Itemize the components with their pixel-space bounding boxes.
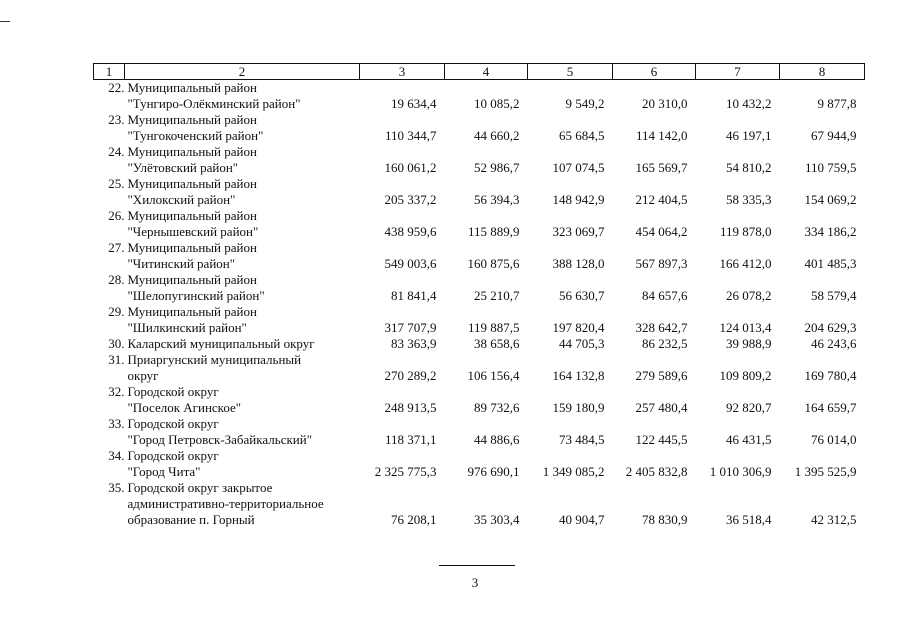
row-number-text: 23. <box>108 112 125 127</box>
value-cell: 401 485,3 <box>804 256 857 271</box>
municipality-name <box>125 304 360 336</box>
row-number-text: 26. <box>108 208 125 223</box>
value-cell: 1 010 306,9 <box>709 464 772 479</box>
value-cell: 36 518,4 <box>726 512 772 527</box>
row-number <box>94 144 125 176</box>
municipality-name-line: "Город Чита" <box>127 464 201 479</box>
value-cell: 119 887,5 <box>467 320 520 335</box>
value-cell: 270 289,2 <box>384 368 437 383</box>
value-cell: 164 132,8 <box>552 368 605 383</box>
value-cell: 89 732,6 <box>474 400 520 415</box>
value-cell: 164 659,7 <box>804 400 857 415</box>
value-cell: 58 579,4 <box>811 288 857 303</box>
row-number-text: 29. <box>108 304 125 319</box>
value-cell: 40 904,7 <box>559 512 605 527</box>
row-number <box>94 352 125 384</box>
municipality-name <box>125 480 360 528</box>
table-body <box>94 80 865 529</box>
row-number-text: 30. <box>108 336 125 351</box>
municipality-name-line: Городской округ <box>127 416 219 431</box>
column-header: 1 <box>94 64 125 80</box>
municipality-name-line: "Тунгокоченский район" <box>127 128 264 143</box>
value-cell: 160 061,2 <box>384 160 437 175</box>
page-number: 3 <box>471 575 479 590</box>
municipality-name <box>125 208 360 240</box>
value-cell: 92 820,7 <box>726 400 772 415</box>
value-cell: 46 197,1 <box>726 128 772 143</box>
value-cell: 52 986,7 <box>474 160 520 175</box>
table-row <box>94 480 865 528</box>
municipality-name-line: Муниципальный район <box>127 240 257 255</box>
edge-tick <box>0 21 10 22</box>
municipality-name <box>125 176 360 208</box>
table-row <box>94 144 865 176</box>
value-cell: 148 942,9 <box>552 192 605 207</box>
row-number <box>94 80 125 113</box>
municipality-name <box>125 352 360 384</box>
row-number <box>94 112 125 144</box>
value-cell: 10 432,2 <box>726 96 772 111</box>
value-cell: 257 480,4 <box>635 400 688 415</box>
row-number-text: 31. <box>108 352 125 367</box>
value-cell: 67 944,9 <box>811 128 857 143</box>
municipality-name-line: округ <box>127 368 159 383</box>
value-cell: 328 642,7 <box>635 320 688 335</box>
municipality-name <box>125 272 360 304</box>
value-cell: 9 549,2 <box>565 96 605 111</box>
table-row <box>94 416 865 448</box>
municipality-name-line: "Чернышевский район" <box>127 224 259 239</box>
municipality-name-line: "Тунгиро-Олёкминский район" <box>127 96 301 111</box>
value-cell: 976 690,1 <box>467 464 520 479</box>
value-cell: 44 660,2 <box>474 128 520 143</box>
column-header: 3 <box>360 64 445 80</box>
row-number-text: 24. <box>108 144 125 159</box>
value-cell: 86 232,5 <box>642 336 688 351</box>
value-cell: 65 684,5 <box>559 128 605 143</box>
value-cell: 46 431,5 <box>726 432 772 447</box>
municipality-name-line: "Улётовский район" <box>127 160 239 175</box>
value-cell: 119 878,0 <box>719 224 772 239</box>
table-row <box>94 240 865 272</box>
municipality-name <box>125 80 360 113</box>
municipality-name-line: административно-территориальное <box>127 496 324 511</box>
table-row <box>94 336 865 352</box>
row-number <box>94 176 125 208</box>
value-cell: 26 078,2 <box>726 288 772 303</box>
value-cell: 197 820,4 <box>552 320 605 335</box>
value-cell: 549 003,6 <box>384 256 437 271</box>
table-row <box>94 384 865 416</box>
value-cell: 78 830,9 <box>642 512 688 527</box>
municipality-name <box>125 336 360 352</box>
value-cell: 204 629,3 <box>804 320 857 335</box>
row-number-text: 32. <box>108 384 125 399</box>
value-cell: 110 759,5 <box>804 160 857 175</box>
municipality-name-line: "Город Петровск-Забайкальский" <box>127 432 312 447</box>
municipality-name-line: Городской округ закрытое <box>127 480 273 495</box>
row-number <box>94 480 125 528</box>
column-header: 4 <box>445 64 528 80</box>
municipality-name-line: "Шилкинский район" <box>127 320 247 335</box>
municipality-name <box>125 112 360 144</box>
municipality-name-line: Городской округ <box>127 384 219 399</box>
value-cell: 154 069,2 <box>804 192 857 207</box>
value-cell: 118 371,1 <box>384 432 437 447</box>
table-row <box>94 304 865 336</box>
row-number <box>94 272 125 304</box>
value-cell: 317 707,9 <box>384 320 437 335</box>
value-cell: 160 875,6 <box>467 256 520 271</box>
municipality-name-line: Муниципальный район <box>127 176 257 191</box>
row-number <box>94 416 125 448</box>
value-cell: 279 589,6 <box>635 368 688 383</box>
municipality-name <box>125 416 360 448</box>
value-cell: 42 312,5 <box>811 512 857 527</box>
value-cell: 124 013,4 <box>719 320 772 335</box>
value-cell: 438 959,6 <box>384 224 437 239</box>
footer-rule <box>439 565 515 566</box>
row-number-text: 34. <box>108 448 125 463</box>
value-cell: 10 085,2 <box>474 96 520 111</box>
municipality-name-line: Городской округ <box>127 448 219 463</box>
value-cell: 44 705,3 <box>559 336 605 351</box>
column-header: 5 <box>528 64 613 80</box>
value-cell: 20 310,0 <box>642 96 688 111</box>
value-cell: 106 156,4 <box>467 368 520 383</box>
value-cell: 84 657,6 <box>642 288 688 303</box>
value-cell: 114 142,0 <box>635 128 688 143</box>
row-number-text: 27. <box>108 240 125 255</box>
municipality-name-line: Муниципальный район <box>127 304 257 319</box>
table-row <box>94 448 865 480</box>
column-number-header <box>94 64 865 80</box>
municipality-name-line: Приаргунский муниципальный <box>127 352 302 367</box>
column-header: 7 <box>696 64 780 80</box>
municipality-name-line: "Хилокский район" <box>127 192 236 207</box>
row-number <box>94 240 125 272</box>
row-number <box>94 208 125 240</box>
value-cell: 46 243,6 <box>811 336 857 351</box>
column-header: 6 <box>613 64 696 80</box>
value-cell: 9 877,8 <box>817 96 857 111</box>
value-cell: 76 014,0 <box>811 432 857 447</box>
municipality-name <box>125 240 360 272</box>
value-cell: 159 180,9 <box>552 400 605 415</box>
table-row <box>94 112 865 144</box>
value-cell: 56 394,3 <box>474 192 520 207</box>
table-row <box>94 80 865 113</box>
value-cell: 567 897,3 <box>635 256 688 271</box>
municipality-name <box>125 144 360 176</box>
value-cell: 110 344,7 <box>384 128 437 143</box>
municipality-name-line: "Поселок Агинское" <box>127 400 242 415</box>
municipality-name-line: Муниципальный район <box>127 208 257 223</box>
row-number-text: 22. <box>108 80 125 95</box>
value-cell: 109 809,2 <box>719 368 772 383</box>
municipality-name-line: Муниципальный район <box>127 272 257 287</box>
value-cell: 165 569,7 <box>635 160 688 175</box>
value-cell: 323 069,7 <box>552 224 605 239</box>
municipality-name-line: "Читинский район" <box>127 256 236 271</box>
table-row <box>94 208 865 240</box>
column-header: 8 <box>780 64 865 80</box>
value-cell: 81 841,4 <box>391 288 437 303</box>
value-cell: 2 405 832,8 <box>625 464 688 479</box>
value-cell: 76 208,1 <box>391 512 437 527</box>
row-number-text: 28. <box>108 272 125 287</box>
table-row <box>94 352 865 384</box>
value-cell: 169 780,4 <box>804 368 857 383</box>
value-cell: 25 210,7 <box>474 288 520 303</box>
value-cell: 44 886,6 <box>474 432 520 447</box>
table-row <box>94 272 865 304</box>
value-cell: 54 810,2 <box>726 160 772 175</box>
municipality-name-line: Муниципальный район <box>127 144 257 159</box>
value-cell: 73 484,5 <box>559 432 605 447</box>
row-number <box>94 448 125 480</box>
row-number-text: 35. <box>108 480 125 495</box>
value-cell: 107 074,5 <box>552 160 605 175</box>
value-cell: 39 988,9 <box>726 336 772 351</box>
row-number <box>94 336 125 352</box>
value-cell: 212 404,5 <box>635 192 688 207</box>
budget-table <box>93 63 865 528</box>
row-number-text: 33. <box>108 416 125 431</box>
municipality-name <box>125 448 360 480</box>
column-header: 2 <box>125 64 360 80</box>
value-cell: 83 363,9 <box>391 336 437 351</box>
municipality-name-line: "Шелопугинский район" <box>127 288 265 303</box>
municipality-name <box>125 384 360 416</box>
row-number <box>94 304 125 336</box>
municipality-name-line: Каларский муниципальный округ <box>127 336 315 351</box>
row-number-text: 25. <box>108 176 125 191</box>
value-cell: 1 395 525,9 <box>794 464 857 479</box>
value-cell: 56 630,7 <box>559 288 605 303</box>
value-cell: 122 445,5 <box>635 432 688 447</box>
value-cell: 166 412,0 <box>719 256 772 271</box>
municipality-name-line: Муниципальный район <box>127 80 257 95</box>
value-cell: 334 186,2 <box>804 224 857 239</box>
value-cell: 35 303,4 <box>474 512 520 527</box>
value-cell: 2 325 775,3 <box>374 464 437 479</box>
value-cell: 454 064,2 <box>635 224 688 239</box>
table-row <box>94 176 865 208</box>
value-cell: 115 889,9 <box>467 224 520 239</box>
value-cell: 205 337,2 <box>384 192 437 207</box>
municipality-name-line: Муниципальный район <box>127 112 257 127</box>
value-cell: 19 634,4 <box>391 96 437 111</box>
row-number <box>94 384 125 416</box>
value-cell: 38 658,6 <box>474 336 520 351</box>
value-cell: 1 349 085,2 <box>542 464 605 479</box>
value-cell: 388 128,0 <box>552 256 605 271</box>
value-cell: 248 913,5 <box>384 400 437 415</box>
municipality-name-line: образование п. Горный <box>127 512 255 527</box>
value-cell: 58 335,3 <box>726 192 772 207</box>
